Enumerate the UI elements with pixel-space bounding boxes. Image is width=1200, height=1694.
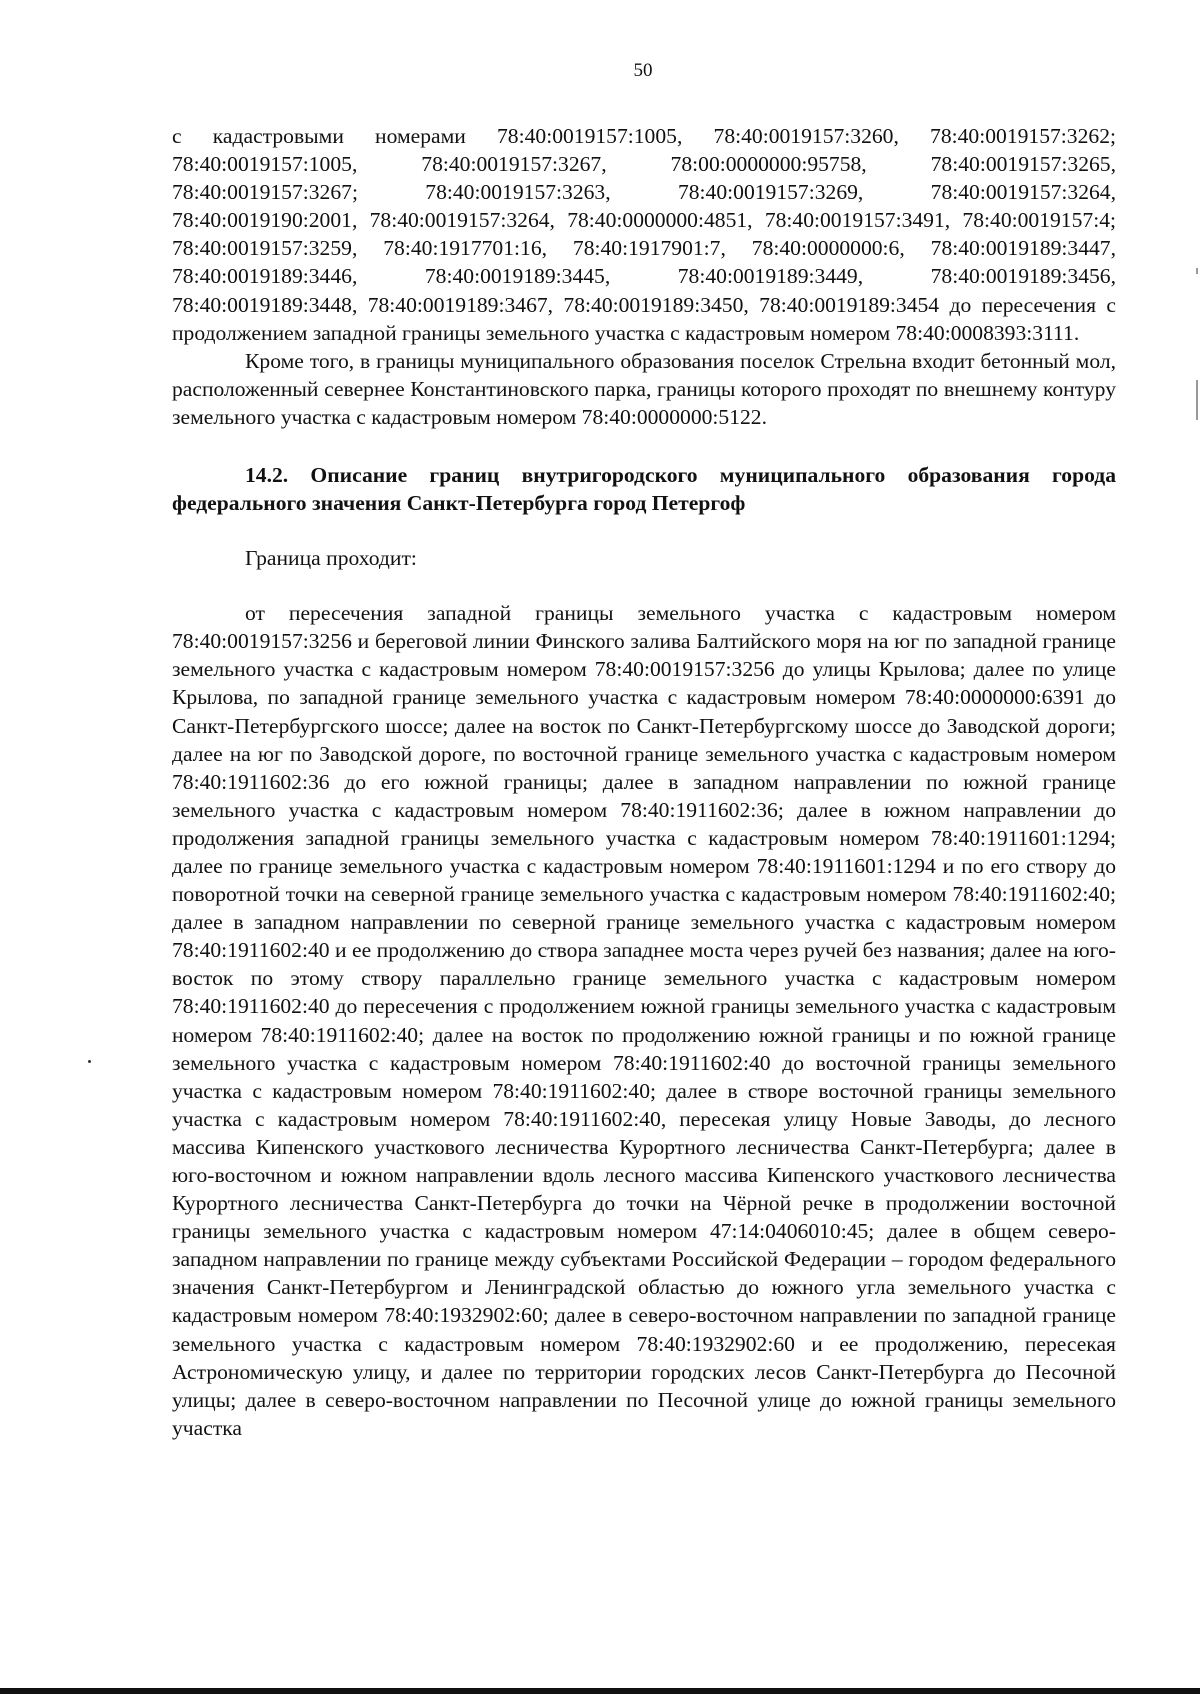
page-number: 50 xyxy=(633,60,653,81)
scan-edge-mark xyxy=(1196,380,1198,420)
scan-edge-mark xyxy=(1196,268,1198,274)
scan-bottom-border xyxy=(0,1688,1200,1694)
document-body xyxy=(172,122,1116,1442)
paragraph-lead: Граница проходит: xyxy=(245,546,417,571)
paragraph-cadastral-list: с кадастровыми номерами 78:40:0019157:1005, 78:40:0019157:3260, 78:40:0019157:3262; 78:40:0019157:1005, 78:40:0019157:3267, 78:00:0000000:95758, 78:40:0019157:3265, 78:40:0019157:3267; 78:40:0019157:3263, 78:40:0019157:3269, 78:40:0019157:3264, 78:40:0019190:2001, 78:40:0019157:3264, 78:40:0000000:4851, 78:40:0019157:3491, 78:40:0019157:4; 78:40:0019157:3259, 78:40:1917701:16, 78:40:1917901:7, 78:40:0000000:6, 78:40:0019189:3447, 78:40:0019189:3446, 78:40:0019189:3445, 78:40:0019189:3449, 78:40:0019189:3456, 78:40:0019189:3448, 78:40:0019189:3467, 78:40:0019189:3450, 78:40:0019189:3454 до пересечения с продолжением западной границы земельного участка с кадастровым номером 78:40:0008393:3111. xyxy=(172,124,1116,345)
paragraph-concrete-pier: Кроме того, в границы муниципального образования поселок Стрельна входит бетонный мол, расположенный севернее Константиновского парка, границы которого проходят по внешнему контуру земельного участка с кадастровым номером 78:40:0000000:5122. xyxy=(172,348,1116,429)
section-heading: 14.2. Описание границ внутригородского муниципального образования города федерального значения Санкт-Петербурга город Петергоф xyxy=(172,463,1116,516)
paragraph-boundary-description: от пересечения западной границы земельного участка с кадастровым номером 78:40:0019157:3256 и береговой линии Финского залива Балтийского моря на юг по западной границе земельного участка с кадастровым номером 78:40:0019157:3256 до улицы Крылова; далее по улице Крылова, по западной границе земельного участка с кадастровым номером 78:40:0000000:6391 до Санкт-Петербургского шоссе; далее на восток по Санкт-Петербургскому шоссе до Заводской дороги; далее на юг по Заводской дороге, по восточной границе земельного участка с кадастровым номером 78:40:1911602:36 до его южной границы; далее в западном направлении по южной границе земельного участка с кадастровым номером 78:40:1911602:36; далее в южном направлении до продолжения западной границы земельного участка с кадастровым номером 78:40:1911601:1294; далее по границе земельного участка с кадастровым номером 78:40:1911601:1294 и по его створу до поворотной точки на северной границе земельного участка с кадастровым номером 78:40:1911602:40; далее в западном направлении по северной границе земельного участка с кадастровым номером 78:40:1911602:40 и ее продолжению до створа западнее моста через ручей без названия; далее на юго-восток по этому створу параллельно границе земельного участка с кадастровым номером 78:40:1911602:40 до пересечения с продолжением южной границы земельного участка с кадастровым номером 78:40:1911602:40; далее на восток по продолжению южной границы и по южной границе земельного участка с кадастровым номером 78:40:1911602:40 до восточной границы земельного участка с кадастровым номером 78:40:1911602:40; далее в створе восточной границы земельного участка с кадастровым номером 78:40:1911602:40, пересекая улицу Новые Заводы, до лесного массива Кипенского участкового лесничества Курортного лесничества Санкт-Петербурга; далее в юго-восточном и южном направлении вдоль лесного массива Кипенского участкового лесничества Курортного лесничества Санкт-Петербурга до точки на Чёрной речке в продолжении восточной границы земельного участка с кадастровым номером 47:14:0406010:45; далее в общем северо-западном направлении по границе между субъектами Российской Федерации – городом федерального значения Санкт-Петербургом и Ленинградской областью до южного угла земельного участка с кадастровым номером 78:40:1932902:60; далее в северо-восточном направлении по западной границе земельного участка с кадастровым номером 78:40:1932902:60 и ее продолжению, пересекая Астрономическую улицу, и далее по территории городских лесов Санкт-Петербурга до Песочной улицы; далее в северо-восточном направлении по Песочной улице до южной границы земельного участка xyxy=(172,601,1116,1440)
scan-speck xyxy=(88,1060,91,1063)
